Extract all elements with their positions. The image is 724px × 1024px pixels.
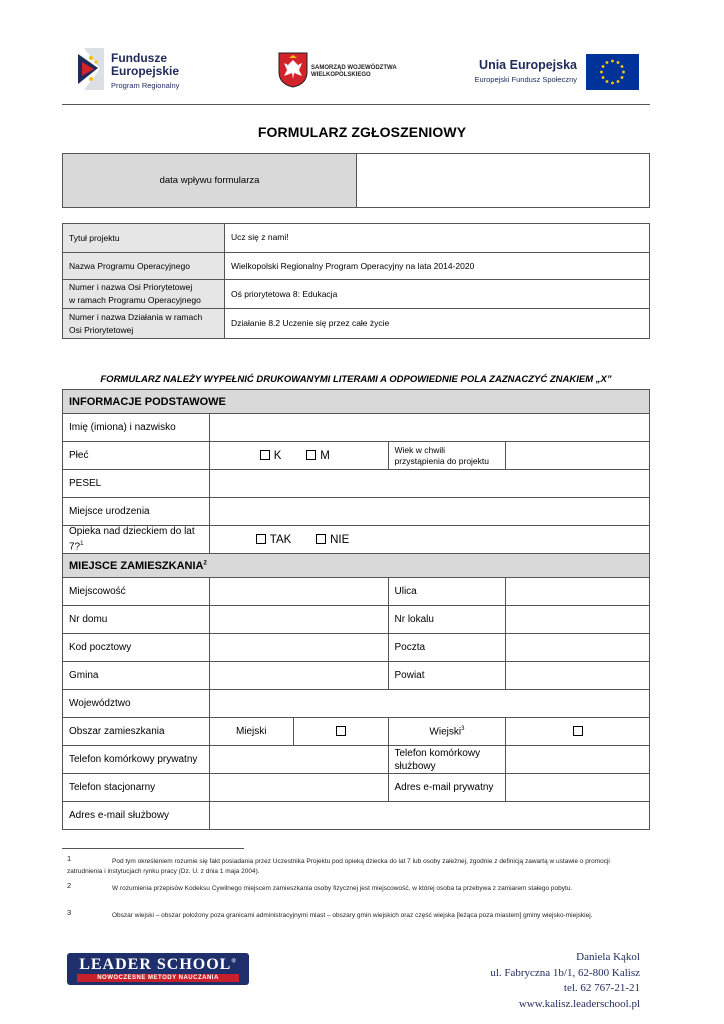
- checkbox-urban[interactable]: [336, 726, 346, 736]
- checkbox-nie[interactable]: [316, 534, 326, 544]
- voivodeship-label: Województwo: [63, 690, 210, 718]
- post-office-label: Poczta: [388, 634, 506, 662]
- private-mobile-field[interactable]: [209, 746, 388, 774]
- receipt-date-label: data wpływu formularza: [63, 154, 357, 208]
- pesel-label: PESEL: [63, 470, 210, 498]
- address-phone: tel. 62 767-21-21: [563, 982, 640, 994]
- birthplace-label: Miejsce urodzenia: [63, 498, 210, 526]
- footnote-2: 2 W rozumienia przepisów Kodeksu Cywilnego miejscem zamieszkania osoby fizycznej jest miejscowość, w której osoba ta przebywa z zamiarem stałego pobytu.: [67, 881, 573, 892]
- private-mobile-label: Telefon komórkowy prywatny: [63, 746, 210, 774]
- address-website[interactable]: www.kalisz.leaderschool.pl: [518, 997, 640, 1010]
- house-number-field[interactable]: [209, 606, 388, 634]
- receipt-date-table: [62, 153, 650, 208]
- eu-flag-icon: [586, 54, 639, 90]
- wielkopolska-shield-icon: [278, 52, 308, 88]
- address-street: ul. Fabryczna 1b/1, 62-800 Kalisz: [490, 966, 640, 979]
- project-title-value: Ucz się z nami!: [225, 224, 650, 253]
- city-field[interactable]: [209, 578, 388, 606]
- childcare-option-yes[interactable]: TAK: [256, 534, 292, 546]
- flat-number-label: Nr lokalu: [388, 606, 506, 634]
- age-field[interactable]: [506, 442, 650, 470]
- footnote-3: 3 Obszar wiejski – obszar położony poza granicami administracyjnymi miast – obszary gmin wiejskich oraz część wiejska [leżąca poza miastem] gminy wiejsko-miejskiej.: [67, 908, 593, 919]
- fe-logo-subtext: Program Regionalny: [111, 81, 180, 90]
- age-label: Wiek w chwili przystąpienia do projektu: [388, 442, 506, 470]
- fe-logo-text: Fundusze Europejskie: [111, 51, 180, 78]
- full-name-field[interactable]: [209, 414, 649, 442]
- leader-school-name: LEADER SCHOOL®: [79, 956, 237, 973]
- footnote-1: 1 Pod tym określeniem rozumie się fakt posiadania przez Uczestnika Projektu pod opieką dziecka do lat 7 lub osoby zależnej, zgodnie z definicją zawartą w ustawie o promocji zatrudnienia i instytucjach rynku pracy (Dz. U. z dnia 1 maja 2004).: [67, 854, 610, 875]
- landline-field[interactable]: [209, 774, 388, 802]
- project-title-label: Tytuł projektu: [63, 224, 225, 253]
- sex-option-m[interactable]: M: [306, 450, 330, 462]
- voivodeship-field[interactable]: [209, 690, 649, 718]
- post-office-field[interactable]: [506, 634, 650, 662]
- header-logos: [78, 44, 650, 94]
- house-number-label: Nr domu: [63, 606, 210, 634]
- work-email-field[interactable]: [209, 802, 649, 830]
- footer-address: [490, 950, 640, 1012]
- section-basic-info: INFORMACJE PODSTAWOWE: [63, 390, 650, 414]
- footnote-divider: [62, 848, 244, 849]
- ue-logo-subtitle: Europejski Fundusz Społeczny: [474, 75, 577, 84]
- postal-code-label: Kod pocztowy: [63, 634, 210, 662]
- commune-field[interactable]: [209, 662, 388, 690]
- work-mobile-field[interactable]: [506, 746, 650, 774]
- city-label: Miejscowość: [63, 578, 210, 606]
- rural-label: Wiejski$^3$: [388, 718, 506, 746]
- unia-europejska-logo: [461, 54, 651, 90]
- private-email-label: Adres e-mail prywatny: [388, 774, 506, 802]
- flat-number-field[interactable]: [506, 606, 650, 634]
- childcare-label: Opieka nad dzieckiem do lat 7?$^1$: [63, 526, 210, 554]
- wielkopolska-logo-text: SAMORZĄD WOJEWÓDZTWA WIELKOPOLSKIEGO: [311, 65, 397, 78]
- program-name-value: Wielkopolski Regionalny Program Operacyjny na lata 2014-2020: [225, 253, 650, 280]
- landline-label: Telefon stacjonarny: [63, 774, 210, 802]
- priority-axis-label: Numer i nazwa Osi Priorytetowej w ramach Programu Operacyjnego: [63, 280, 225, 309]
- checkbox-k[interactable]: [260, 450, 270, 460]
- leader-school-logo: [67, 953, 249, 985]
- urban-label: Miejski: [209, 718, 293, 746]
- childcare-options: [209, 526, 649, 554]
- street-field[interactable]: [506, 578, 650, 606]
- pesel-field[interactable]: [209, 470, 649, 498]
- measure-value: Działanie 8.2 Uczenie się przez całe życie: [225, 309, 650, 339]
- header-divider: [62, 104, 650, 105]
- checkbox-rural[interactable]: [573, 726, 583, 736]
- childcare-option-no[interactable]: NIE: [316, 534, 349, 546]
- sex-label: Płeć: [63, 442, 210, 470]
- wielkopolska-logo: [278, 52, 408, 88]
- full-name-label: Imię (imiona) i nazwisko: [63, 414, 210, 442]
- fundusze-europejskie-logo: [78, 46, 188, 92]
- rural-checkbox-cell[interactable]: [506, 718, 650, 746]
- priority-axis-value: Oś priorytetowa 8: Edukacja: [225, 280, 650, 309]
- street-label: Ulica: [388, 578, 506, 606]
- residence-area-label: Obszar zamieszkania: [63, 718, 210, 746]
- section-residence: MIEJSCE ZAMIESZKANIA$^2$: [63, 554, 650, 578]
- birthplace-field[interactable]: [209, 498, 649, 526]
- checkbox-m[interactable]: [306, 450, 316, 460]
- postal-code-field[interactable]: [209, 634, 388, 662]
- work-mobile-label: Telefon komórkowy służbowy: [388, 746, 506, 774]
- address-name: Daniela Kąkol: [576, 951, 640, 963]
- district-label: Powiat: [388, 662, 506, 690]
- measure-label: Numer i nazwa Działania w ramach Osi Priorytetowej: [63, 309, 225, 339]
- sex-options: [209, 442, 388, 470]
- program-name-label: Nazwa Programu Operacyjnego: [63, 253, 225, 280]
- project-info-table: [62, 223, 650, 339]
- district-field[interactable]: [506, 662, 650, 690]
- ue-logo-title: Unia Europejska: [479, 58, 577, 72]
- leader-school-tagline: NOWOCZESNE METODY NAUCZANIA: [77, 974, 239, 982]
- commune-label: Gmina: [63, 662, 210, 690]
- sex-option-k[interactable]: K: [260, 450, 282, 462]
- form-instruction: FORMULARZ NALEŻY WYPEŁNIĆ DRUKOWANYMI LITERAMI A ODPOWIEDNIE POLA ZAZNACZYĆ ZNAKIEM „X”: [100, 374, 612, 385]
- applicant-form-table: [62, 389, 650, 830]
- fe-flag-icon: [78, 48, 104, 90]
- work-email-label: Adres e-mail służbowy: [63, 802, 210, 830]
- urban-checkbox-cell[interactable]: [293, 718, 388, 746]
- receipt-date-field[interactable]: [357, 154, 650, 208]
- checkbox-tak[interactable]: [256, 534, 266, 544]
- form-title: FORMULARZ ZGŁOSZENIOWY: [257, 124, 467, 140]
- private-email-field[interactable]: [506, 774, 650, 802]
